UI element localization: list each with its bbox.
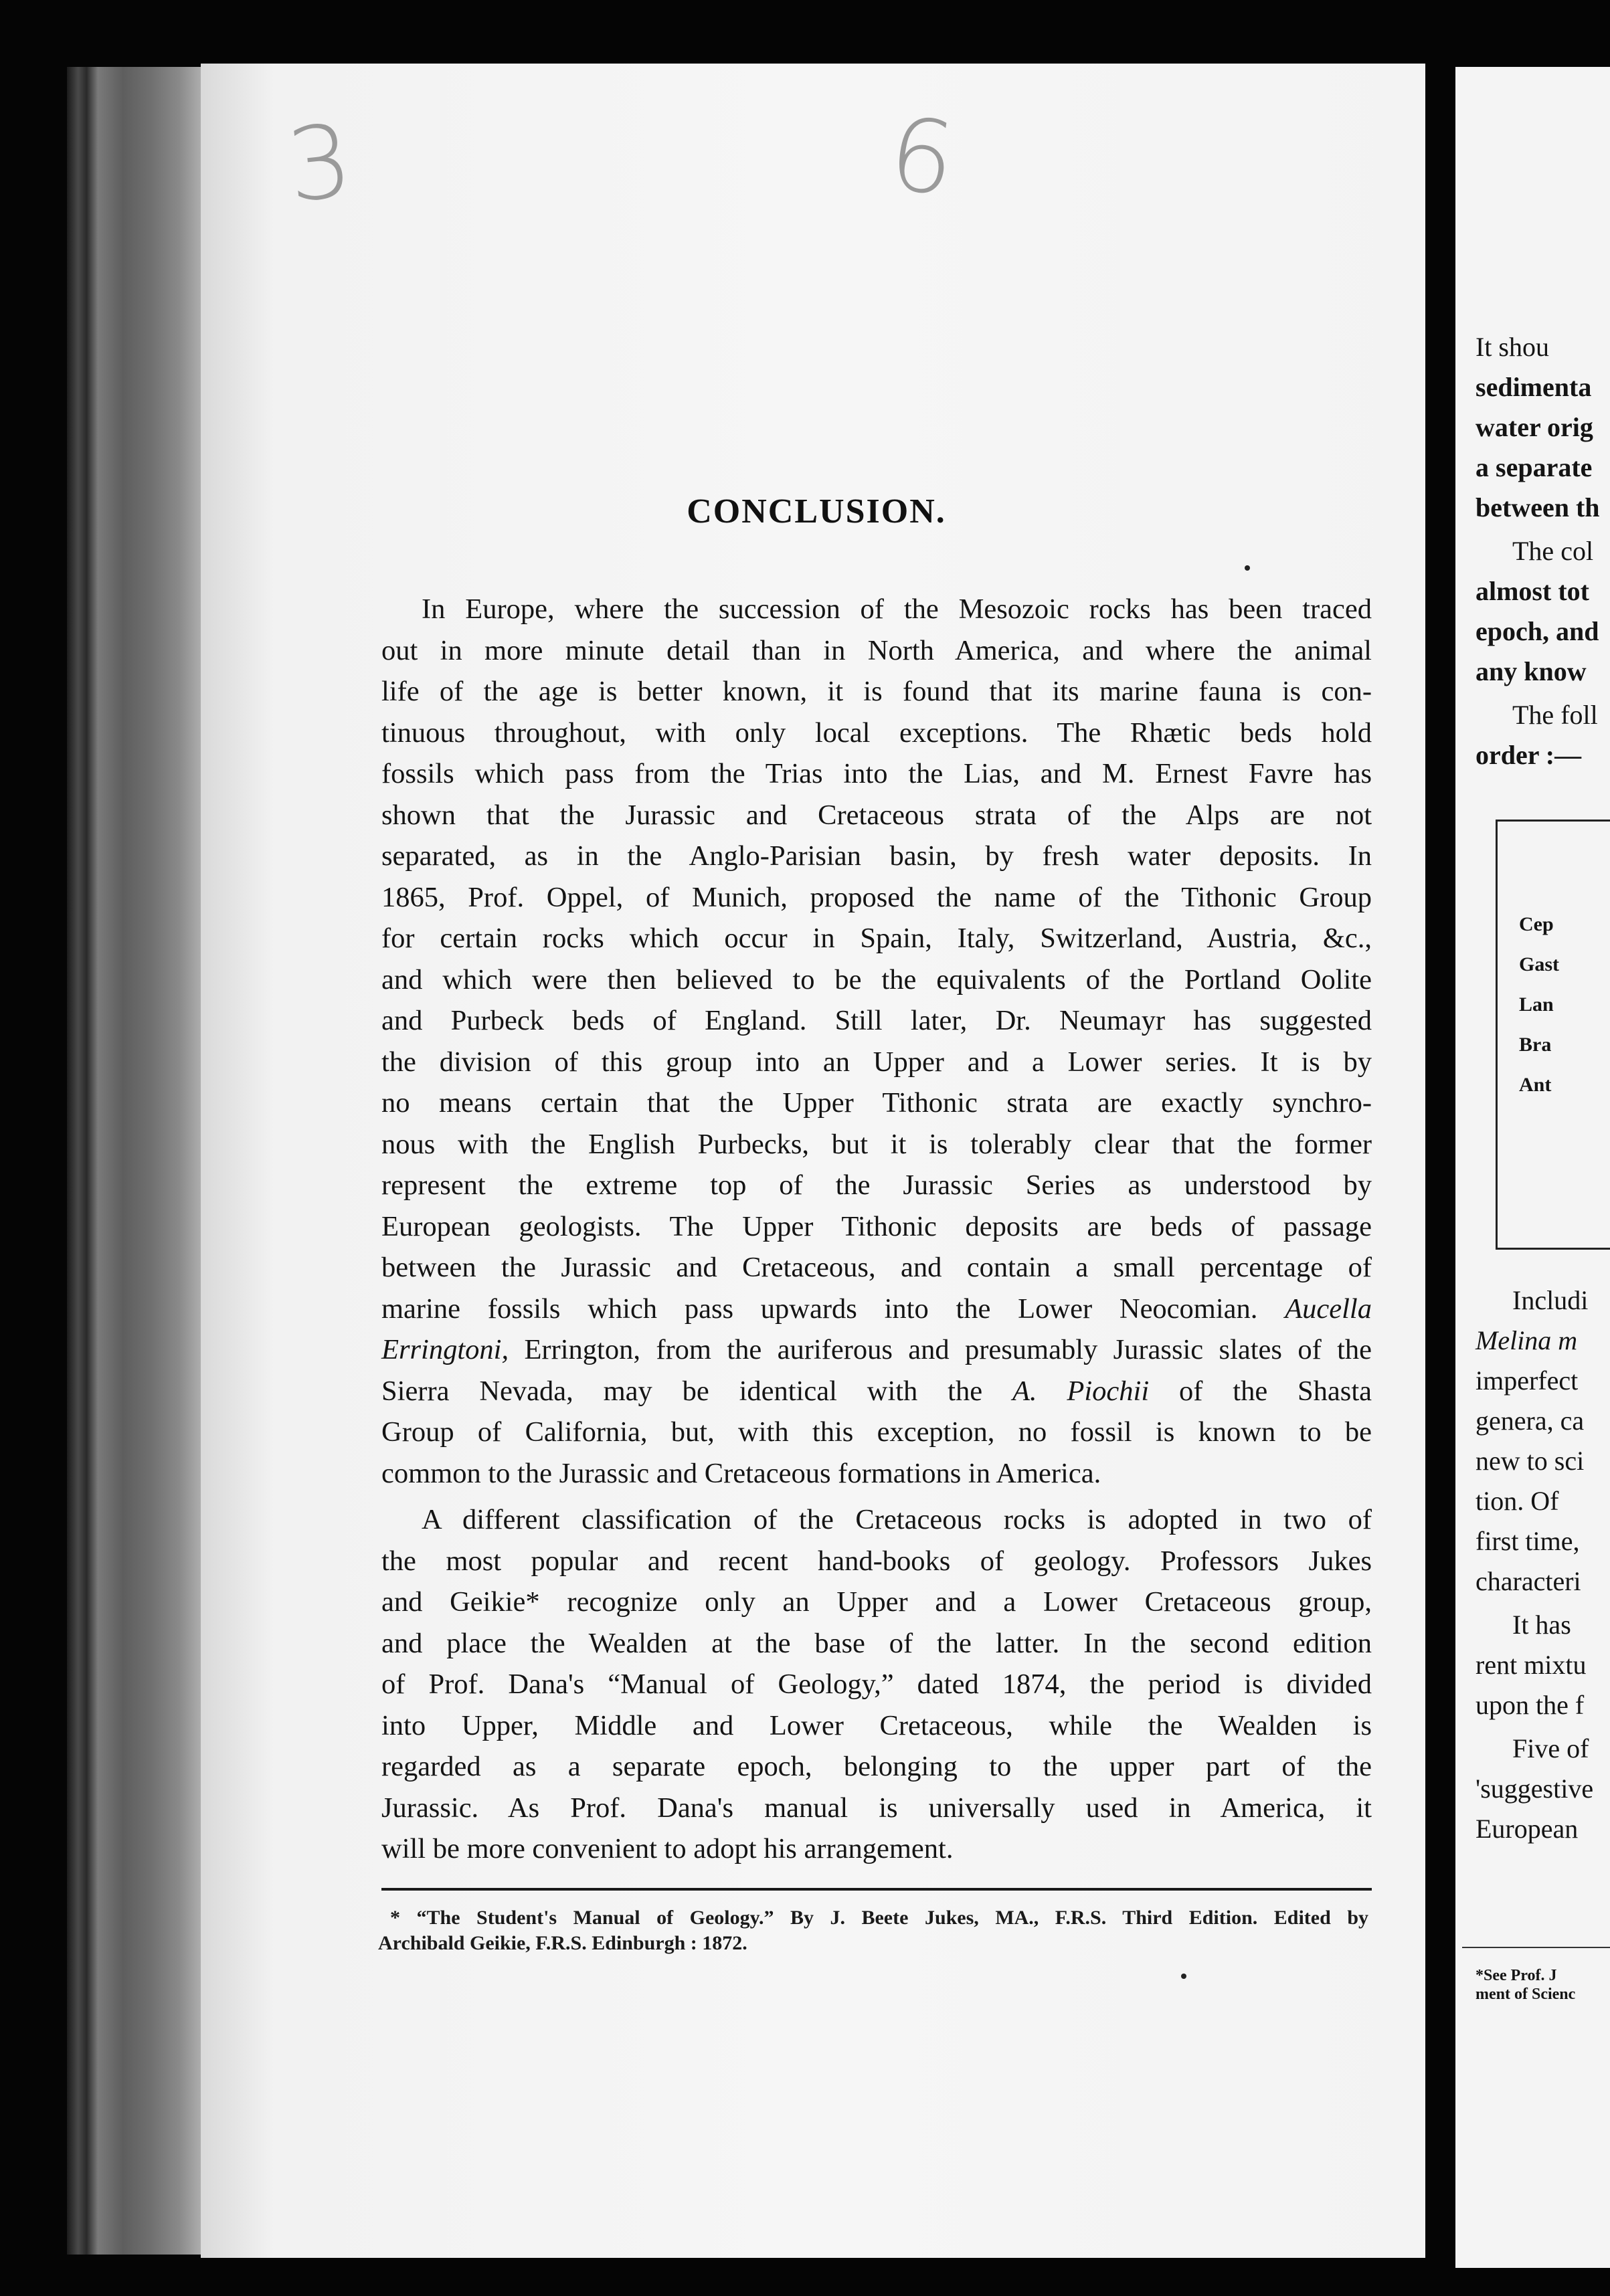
text-line: and Geikie* recognize only an Upper and a Lower Cretaceous group, [381,1586,1372,1618]
text-line [381,1288,1372,1330]
text-line: into Upper, Middle and Lower Cretaceous, while the Wealden is [381,1709,1372,1741]
partial-text-line: Melina m [1475,1325,1578,1355]
book-binding-edge [67,67,207,2255]
partial-text-line: 'suggestive [1475,1774,1594,1804]
partial-text-line: almost tot [1475,576,1589,606]
partial-text-line: tion. Of [1475,1486,1559,1516]
partial-text-line: The foll [1512,700,1598,730]
text-line: will be more convenient to adopt his arrangement. [381,1833,954,1864]
text-line: for certain rocks which occur in Spain, Italy, Switzerland, Austria, &c., [381,923,1372,954]
footnote [378,1905,1368,1956]
text-line: represent the extreme top of the Jurassic Series as understood by [381,1169,1372,1201]
partial-text-line: Five of [1512,1733,1589,1763]
partial-text-line: new to sci [1475,1446,1585,1476]
partial-text-line: rent mixtu [1475,1650,1587,1680]
text-fragment: of the Shasta [1179,1375,1372,1407]
table-border [1496,820,1498,1248]
partial-footnote-line: *See Prof. J [1475,1967,1557,1984]
footnote-line: * “The Student's Manual of Geology.” By J. Beete Jukes, MA., F.R.S. Third Edition. Edited by [390,1907,1368,1929]
footnote-line: Archibald Geikie, F.R.S. Edinburgh : 1872. [378,1932,747,1954]
text-line: and place the Wealden at the base of the latter. In the second edition [381,1627,1372,1659]
partial-text-line: sedimenta [1475,372,1592,402]
text-line: the most popular and recent hand-books of geology. Professors Jukes [381,1545,1372,1577]
italic-species-name: A. Piochii [1012,1375,1150,1407]
partial-text-line: a separate [1475,452,1593,482]
text-line: and which were then believed to be the equivalents of the Portland Oolite [381,963,1372,995]
table-row-label: Ant [1519,1074,1552,1096]
text-line: European geologists. The Upper Tithonic deposits are beds of passage [381,1210,1372,1242]
text-line: fossils which pass from the Trias into the Lias, and M. Ernest Favre has [381,758,1372,789]
text-line: between the Jurassic and Cretaceous, and contain a small percentage of [381,1252,1372,1283]
text-line: A different classification of the Cretaceous rocks is adopted in two of [422,1504,1372,1535]
text-fragment: marine fossils which pass upwards into the Lower Neocomian. [381,1293,1258,1325]
partial-text-line: upon the f [1475,1690,1585,1720]
text-line: out in more minute detail than in North America, and where the animal [381,634,1372,666]
text-line: Group of California, but, with this exception, no fossil is known to be [381,1416,1372,1448]
partial-text-line: epoch, and [1475,616,1599,646]
table-border [1496,820,1610,822]
partial-text-line: between th [1475,492,1600,522]
text-line: tinuous throughout, with only local exceptions. The Rhætic beds hold [381,716,1372,749]
italic-species-name: Aucella [1285,1293,1372,1325]
text-line [381,1371,1372,1412]
text-line: life of the age is better known, it is found that its marine fauna is con- [381,676,1372,707]
footnote-rule [1462,1947,1610,1948]
table-row-label: Gast [1519,953,1559,975]
ink-speck [1245,565,1250,571]
pencil-mark: 6 [882,95,962,219]
pencil-mark: 3 [282,102,358,225]
partial-text-line: European [1475,1814,1579,1844]
partial-text-line: genera, ca [1475,1406,1585,1436]
partial-text-line: first time, [1475,1526,1580,1556]
text-line: Jurassic. As Prof. Dana's manual is universally used in America, it [381,1792,1372,1824]
text-line: separated, as in the Anglo-Parisian basin, by fresh water deposits. In [381,840,1372,872]
text-line: common to the Jurassic and Cretaceous formations in America. [381,1457,1101,1489]
text-line: In Europe, where the succession of the Mesozoic rocks has been traced [422,593,1372,625]
text-line: 1865, Prof. Oppel, of Munich, proposed the name of the Tithonic Group [381,881,1372,913]
text-line: regarded as a separate epoch, belonging to the upper part of the [381,1751,1372,1782]
text-line: the division of this group into an Upper and a Lower series. It is by [381,1046,1372,1078]
partial-text-line: imperfect [1475,1365,1579,1396]
partial-text-line: The col [1512,536,1594,566]
partial-text-line: water orig [1475,412,1593,442]
text-line: and Purbeck beds of England. Still later, Dr. Neumayr has suggested [381,1005,1372,1036]
text-line: shown that the Jurassic and Cretaceous strata of the Alps are not [381,799,1372,831]
partial-text-line: It shou [1475,332,1549,362]
page-title: CONCLUSION. [687,492,946,531]
text-fragment: Sierra Nevada, may be identical with the [381,1375,983,1407]
text-line [381,1329,1372,1371]
partial-text-line: order :— [1475,740,1582,770]
table-row-label: Cep [1519,913,1554,935]
italic-species-name: Erringtoni, [381,1334,509,1365]
text-fragment: Errington, from the auriferous and presumably Jurassic slates of the [524,1334,1372,1365]
table-border [1496,1248,1610,1250]
text-line: nous with the English Purbecks, but it is tolerably clear that the former [381,1128,1372,1160]
text-line: no means certain that the Upper Tithonic strata are exactly synchro- [381,1087,1372,1119]
partial-text-line: It has [1512,1610,1571,1640]
text-line: of Prof. Dana's “Manual of Geology,” dated 1874, the period is divided [381,1668,1372,1700]
footnote-rule [381,1888,1372,1891]
ink-speck [1181,1974,1186,1979]
table-row-label: Lan [1519,993,1554,1016]
partial-footnote-line: ment of Scienc [1475,1986,1576,2003]
partial-text-line: characteri [1475,1566,1581,1596]
body-text [381,589,1372,1870]
partial-text-line: any know [1475,656,1587,686]
right-page-partial [1455,67,1610,2268]
partial-text-line: Includi [1512,1285,1589,1315]
table-row-label: Bra [1519,1034,1552,1056]
